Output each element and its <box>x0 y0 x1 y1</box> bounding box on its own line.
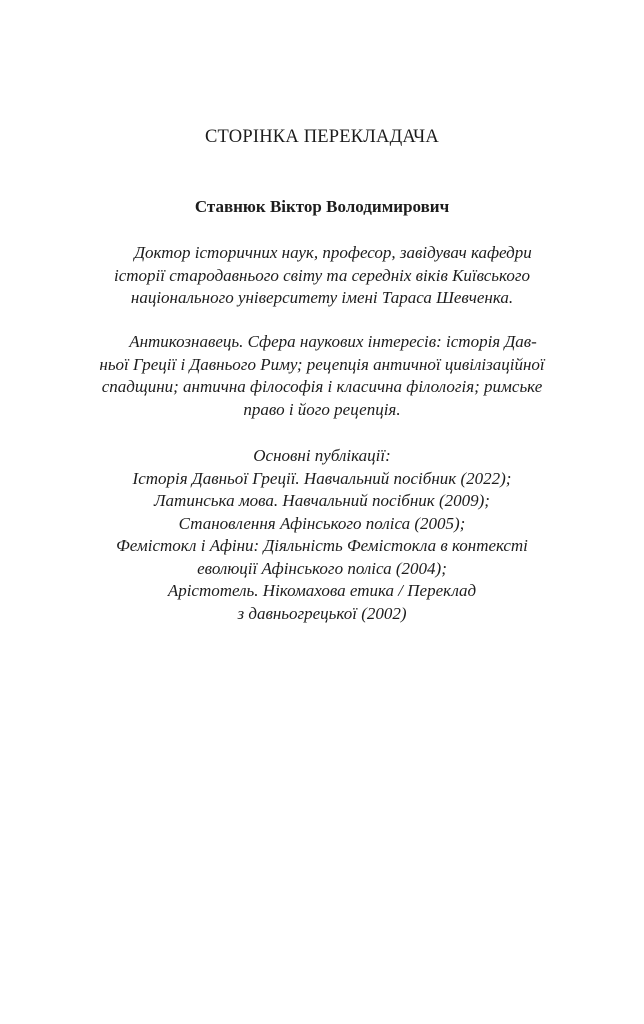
interests-paragraph <box>70 331 574 421</box>
bio-line: національного університету імені Тараса Шевченка. <box>130 288 514 307</box>
publication-item: Латинська мова. Навчальний посібник (2009); <box>154 491 490 510</box>
publication-item: Арістотель. Нікомахова етика / Переклад <box>167 581 477 600</box>
bio-line: історії стародавнього світу та середніх віків Київського <box>114 265 530 285</box>
publication-item: еволюції Афінського поліса (2004); <box>197 558 447 578</box>
publications-heading: Основні публікації: <box>253 446 391 465</box>
publication-item: Історія Давньої Греції. Навчальний посібник (2022); <box>132 468 512 488</box>
publications-list <box>70 445 574 625</box>
interests-line: ньої Греції і Давнього Риму; рецепція античної цивілізаційної <box>99 354 545 374</box>
publication-item: з давньогрецької (2002) <box>237 603 407 623</box>
bio-line: Доктор історичних наук, професор, завідувач кафедри <box>134 243 532 262</box>
publication-item: Становлення Афінського поліса (2005); <box>178 513 466 533</box>
interests-line: спадщини; антична філософія і класична філологія; римське <box>101 377 543 396</box>
page-title: СТОРІНКА ПЕРЕКЛАДАЧА <box>205 127 439 147</box>
bio-paragraph <box>70 242 574 310</box>
publication-item: Фемістокл і Афіни: Діяльність Фемістокла в контексті <box>116 536 528 555</box>
interests-line: Антикознавець. Сфера наукових інтересів: історія Дав- <box>129 332 537 351</box>
translator-name: Ставнюк Віктор Володимирович <box>194 197 450 216</box>
interests-line: право і його рецепція. <box>243 399 401 419</box>
